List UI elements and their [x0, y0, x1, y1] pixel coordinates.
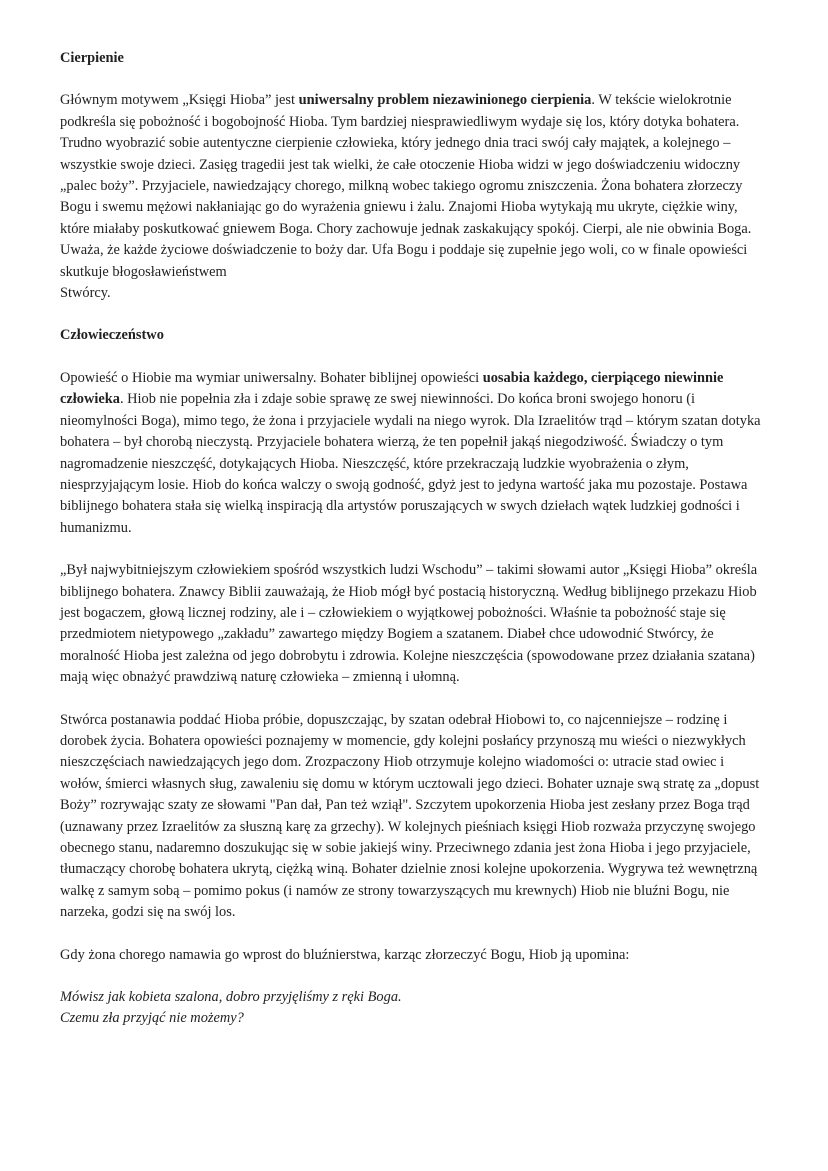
quote-line-2: Czemu zła przyjąć nie możemy? [60, 1010, 244, 1027]
paragraph-cierpienie [60, 90, 768, 304]
heading-cierpienie: Cierpienie [60, 50, 124, 66]
text-run: . W tekście wielokrotnie podkreśla się pobożność i bogobojność Hioba. Tym bardziej niesprawiedliwym wydaje się los, który dotyka bohatera. Trudno wyobrazić sobie autentyczne cierpienie człowieka, który jednego dnia traci swój cały majątek, a kolejnego – wszystkie swoje dzieci. Zasięg tragedii jest tak wielki, że całe otoczenie Hioba widzi w jego doświadczeniu widoczny „palec boży”. Przyjaciele, nawiedzający chorego, milkną wobec takiego ogromu zniszczenia. Żona bohatera złorzeczy Bogu i swemu mężowi nakłaniając go do wyrażenia gniewu i żalu. Znajomi Hioba wytykają mu ukryte, ciężkie winy, które miałaby poskutkować gniewem Boga. Chory zachowuje jednak zaskakujący spokój. Cierpi, ale nie obwinia Boga. Uważa, że każde życiowe doświadczenie to boży dar. Ufa Bogu i poddaje się zupełnie jego woli, co w finale opowieści skutkuje błogosławieństwem [60, 92, 752, 280]
text-run: Opowieść o Hiobie ma wymiar uniwersalny. Bohater biblijnej opowieści [60, 369, 483, 386]
paragraph-czlowieczenstwo-4: Gdy żona chorego namawia go wprost do bluźnierstwa, karząc złorzeczyć Bogu, Hiob ją upomina: [60, 946, 630, 963]
text-run: . Hiob nie popełnia zła i zdaje sobie sprawę ze swej niewinności. Do końca broni swojego honoru (i nieomylności Boga), mimo tego, że żona i przyjaciele wydali na niego wyrok. Dla Izraelitów trąd – którym szatan dotyka bohatera – był chorobą nieczystą. Przyjaciele bohatera wierzą, że ten popełnił jakąś niegodziwość. Świadczy o tym nagromadzenie nieszczęść, dotykających Hioba. Nieszczęść, które przekraczają ludzkie wyobrażenia o złym, niesprzyjającym losie. Hiob do końca walczy o swoją godność, gdyż jest to jedyna wartość jaka mu pozostaje. Postawa biblijnego bohatera stała się wielką inspiracją dla artystów poruszających w swych dziełach wątek ludzkiej godności i humanizmu. [60, 391, 761, 536]
bold-text-run: uosabia każdego, cierpiącego niewinnie człowieka [60, 369, 724, 408]
paragraph-czlowieczenstwo-2: „Był najwybitniejszym człowiekiem spośród wszystkich ludzi Wschodu” – takimi słowami autor „Księgi Hioba” określa biblijnego bohatera. Znawcy Biblii zauważają, że Hiob mógł być postacią historyczną. Według biblijnego przekazu Hiob jest bogaczem, głową licznej rodziny, ale i – człowiekiem o wyjątkowej pobożności. Właśnie ta pobożność staje się przedmiotem nietypowego „zakładu” zawartego między Bogiem a szatanem. Diabeł chce udowodnić Stwórcy, że moralność Hioba jest zależna od jego dobrobytu i zdrowia. Kolejne nieszczęścia (spowodowane przez działania szatana) mają więc obnażyć prawdziwą naturę człowieka – zmienną i ułomną. [60, 562, 758, 686]
paragraph-czlowieczenstwo-1 [60, 368, 768, 539]
quote-line-1: Mówisz jak kobieta szalona, dobro przyjęliśmy z ręki Boga. [60, 989, 402, 1006]
quote-block [60, 987, 768, 1030]
text-run: Głównym motywem „Księgi Hioba” jest [60, 92, 299, 109]
heading-czlowieczenstwo: Człowieczeństwo [60, 327, 164, 344]
text-run: Stwórcy. [60, 285, 111, 302]
bold-text-run: uniwersalny problem niezawinionego cierpienia [298, 92, 592, 109]
paragraph-czlowieczenstwo-3: Stwórca postanawia poddać Hioba próbie, dopuszczając, by szatan odebrał Hiobowi to, co najcenniejsze – rodzinę i dorobek życia. Bohatera opowieści poznajemy w momencie, gdy kolejni posłańcy przynoszą mu wieści o niezwykłych nieszczęściach nawiedzających jego dom. Zrozpaczony Hiob otrzymuje kolejno wiadomości o: utracie stad owiec i wołów, śmierci własnych sług, zawaleniu się domu w którym ucztowali jego dzieci. Bohater uznaje swą stratę za „dopust Boży” rozrywając szaty ze słowami "Pan dał, Pan też wziął". Szczytem upokorzenia Hioba jest zesłany przez Boga trąd (uznawany przez Izraelitów za słuszną karę za grzechy). W kolejnych pieśniach księgi Hiob rozważa przyczynę swojego obecnego stanu, nadaremno doszukując się w sobie jakiejś winy. Przeciwnego zdania jest żona Hioba i jego przyjaciele, tłumaczący chorobę bohatera ukrytą, ciężką winą. Bohater dzielnie znosi kolejne upokorzenia. Wygrywa też wewnętrzną walkę z samym sobą – pomimo pokus (i namów ze strony towarzyszących mu krewnych) Hiob nie bluźni Bogu, nie narzeka, godzi się na swój los. [60, 711, 760, 921]
